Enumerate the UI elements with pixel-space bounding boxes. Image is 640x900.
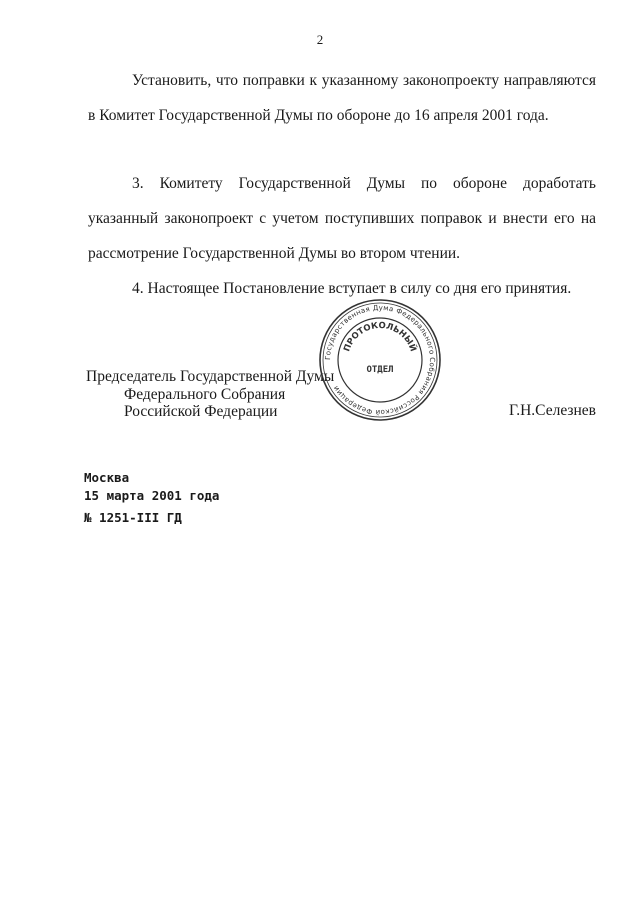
signatory-title-line2: Федерального Собрания xyxy=(124,386,286,403)
signatory-name: Г.Н.Селезнев xyxy=(509,402,596,419)
stamp-outer-text: Государственная Дума Федерального Собрания Российской Федерации xyxy=(323,303,437,417)
footer-document-number: № 1251-III ГД xyxy=(84,510,182,525)
paragraph-3-committee-task: 3. Комитету Государственной Думы по обороне доработать указанный законопроект с учетом поступивших поправок и внести его на рассмотрение Государственной Думы во втором чтении. xyxy=(88,175,596,262)
stamp-center-text: ОТДЕЛ xyxy=(366,365,394,375)
footer-date: 15 марта 2001 года xyxy=(84,488,220,503)
paragraph-4-entry-into-force: 4. Настоящее Постановление вступает в силу со дня его принятия. xyxy=(132,280,572,297)
signatory-title-line1: Председатель Государственной Думы xyxy=(86,368,335,385)
official-stamp xyxy=(318,298,442,422)
svg-text:Государственная Дума Федеральн xyxy=(324,304,436,416)
stamp-top-text: ПРОТОКОЛЬНЫЙ xyxy=(342,320,418,354)
svg-text:ПРОТОКОЛЬНЫЙ xyxy=(342,321,419,353)
paragraph-amendments-deadline: Установить, что поправки к указанному законопроекту направляются в Комитет Государственной Думы по обороне до 16 апреля 2001 года. xyxy=(88,72,596,124)
signatory-title-line3: Российской Федерации xyxy=(124,403,278,420)
page-number: 2 xyxy=(316,32,324,47)
footer-city: Москва xyxy=(84,470,130,485)
